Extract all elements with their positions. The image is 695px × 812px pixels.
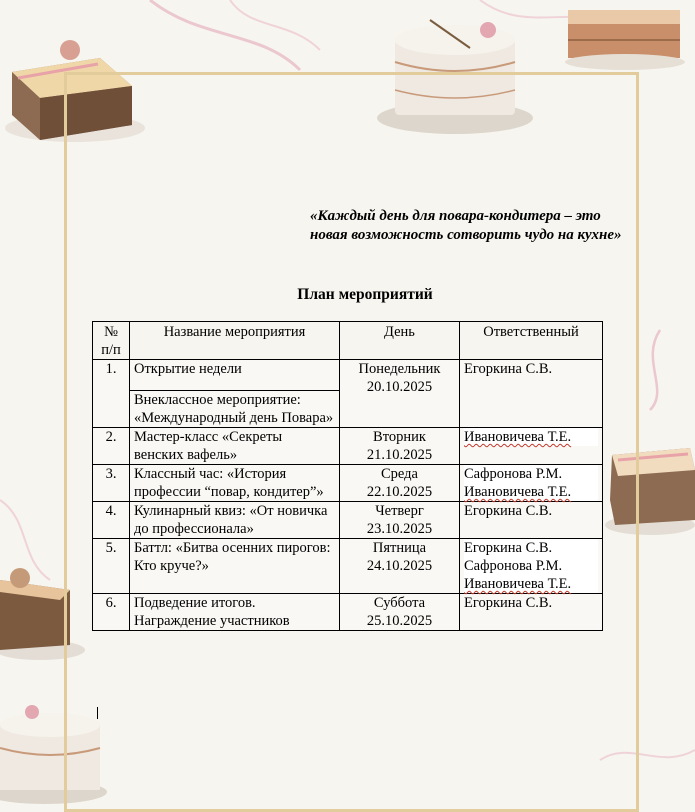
responsible-person: Егоркина С.В. [464,595,553,611]
plan-title: План мероприятий [297,286,433,303]
table-row [93,360,603,391]
row-num: 1. [93,360,130,428]
events-table [92,321,603,631]
responsible-person: Сафронова Р.М. [464,557,598,575]
day-name: Среда [381,466,418,482]
row-name: Кулинарный квиз: «От новичка до профессионала» [130,502,340,539]
row-responsible [460,502,603,539]
day-date: 22.10.2025 [366,484,433,500]
header-name: Название мероприятия [130,322,340,360]
row-name: Подведение итогов. Награждение участников [130,594,340,631]
row-responsible [460,594,603,631]
day-date: 25.10.2025 [366,613,433,629]
day-name: Суббота [373,595,426,611]
row-day [340,502,460,539]
day-date: 21.10.2025 [366,447,433,463]
table-row [93,502,603,539]
row-day [340,594,460,631]
day-name: Вторник [373,429,426,445]
responsible-person: Егоркина С.В. [464,361,553,377]
row-num: 4. [93,502,130,539]
row-responsible [460,360,603,428]
row-name: Мастер-класс «Секреты венских вафель» [130,428,340,465]
row-name: Открытие недели [130,360,340,391]
responsible-person: Ивановичева Т.Е. [464,428,598,446]
responsible-person: Егоркина С.В. [464,539,598,557]
row-day [340,465,460,502]
table-row [93,594,603,631]
header-day: День [340,322,460,360]
row-day [340,539,460,594]
table-row [93,428,603,465]
row-responsible [460,465,603,502]
day-date: 24.10.2025 [366,558,433,574]
day-name: Пятница [372,540,427,556]
epigraph-quote: «Каждый день для повара-кондитера – это новая возможность сотворить чудо на кухне» [310,208,622,243]
table-row [93,539,603,594]
day-name: Четверг [375,503,424,519]
day-date: 20.10.2025 [366,379,433,395]
responsible-person: Егоркина С.В. [464,503,553,519]
text-cursor[interactable] [97,707,98,719]
row-num: 3. [93,465,130,502]
row-responsible [460,428,603,465]
header-num: № п/п [93,322,130,360]
row-num: 6. [93,594,130,631]
responsible-person: Ивановичева Т.Е. [464,483,598,501]
day-date: 23.10.2025 [366,521,433,537]
row-name: Внеклассное мероприятие: «Международный день Повара» [130,391,340,428]
row-name: Классный час: «История профессии “повар, кондитер”» [130,465,340,502]
row-num: 5. [93,539,130,594]
responsible-person: Ивановичева Т.Е. [464,575,598,593]
row-num: 2. [93,428,130,465]
table-header-row [93,322,603,360]
cake-slice-top-right-icon [565,10,685,70]
table-row [93,465,603,502]
row-day [340,428,460,465]
row-responsible [460,539,603,594]
header-responsible: Ответственный [460,322,603,360]
day-name: Понедельник [358,361,441,377]
row-name: Баттл: «Битва осенних пирогов: Кто круче?» [130,539,340,594]
row-day [340,360,460,428]
responsible-person: Сафронова Р.М. [464,465,598,483]
